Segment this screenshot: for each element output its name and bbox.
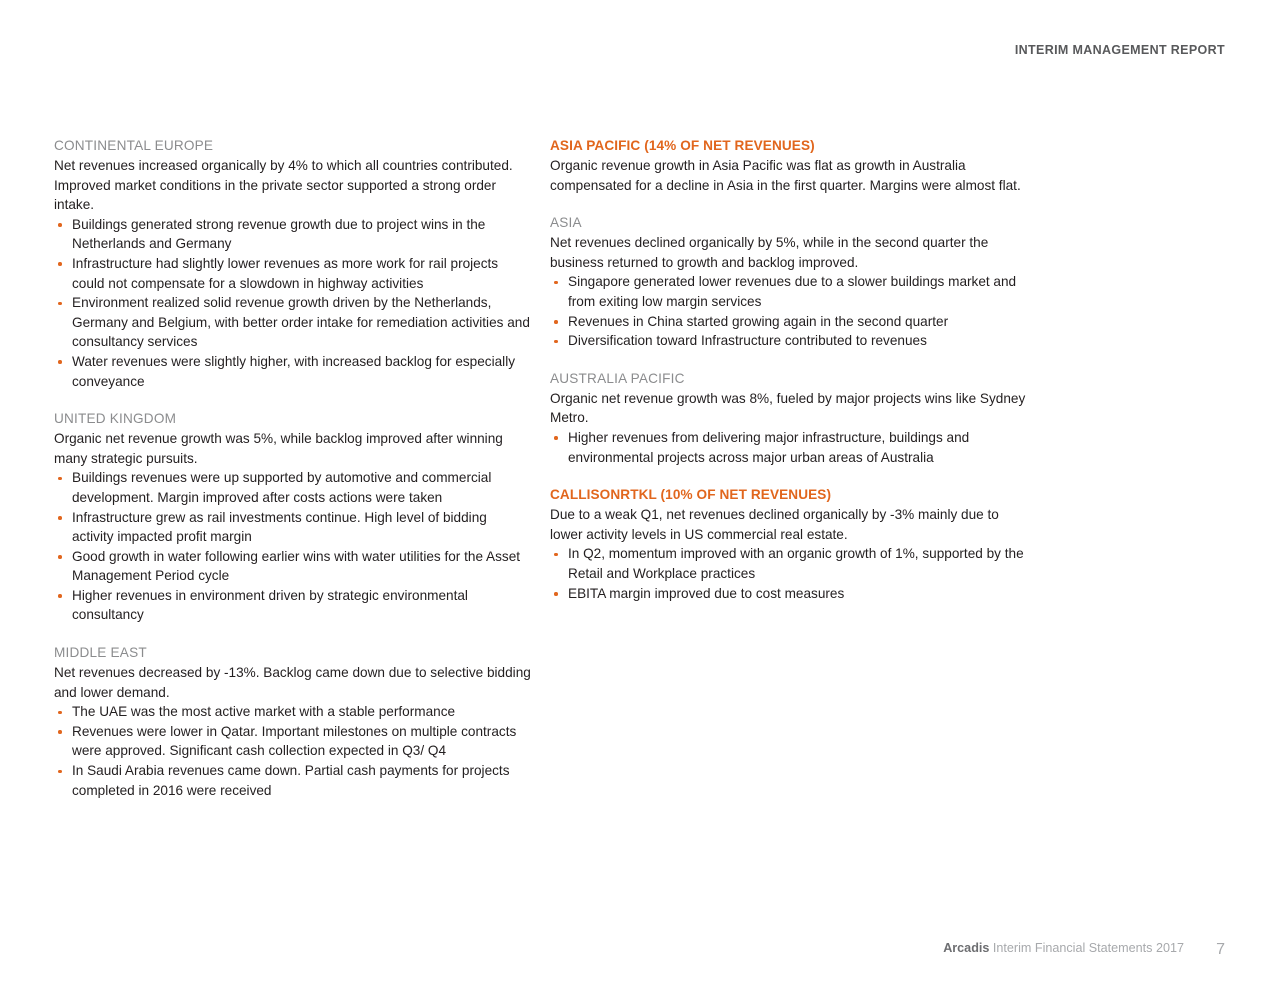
section-paragraph: Due to a weak Q1, net revenues declined organically by -3% mainly due to lower activity levels in US commercial real estate. xyxy=(550,507,999,542)
bullet-list xyxy=(54,215,532,391)
bullet-item: EBITA margin improved due to cost measures xyxy=(550,584,1028,604)
bullet-list xyxy=(550,272,1028,350)
bullet-item: In Saudi Arabia revenues came down. Partial cash payments for projects completed in 2016 were received xyxy=(54,761,532,800)
bullet-list xyxy=(550,544,1028,603)
running-header-title: INTERIM MANAGEMENT REPORT xyxy=(1014,43,1225,57)
footer-document-label xyxy=(943,941,1184,955)
section-heading: ASIA PACIFIC (14% OF NET REVENUES) xyxy=(550,138,815,153)
section-paragraph: Organic net revenue growth was 5%, while backlog improved after winning many strategic pursuits. xyxy=(54,431,503,466)
section-heading: AUSTRALIA PACIFIC xyxy=(550,370,685,386)
section-heading: CONTINENTAL EUROPE xyxy=(54,138,214,153)
section-paragraph: Organic net revenue growth was 8%, fueled by major projects wins like Sydney Metro. xyxy=(550,390,1026,426)
content-block xyxy=(54,136,532,391)
content-block xyxy=(550,485,1028,603)
bullet-item: Revenues in China started growing again in the second quarter xyxy=(550,312,1028,332)
bullet-item: Infrastructure had slightly lower revenues as more work for rail projects could not compensate for a slowdown in highway activities xyxy=(54,254,532,293)
section-paragraph: Organic revenue growth in Asia Pacific was flat as growth in Australia compensated for a decline in Asia in the first quarter. Margins were almost flat. xyxy=(550,158,1021,193)
left-column xyxy=(54,136,532,800)
content-block xyxy=(550,213,1028,351)
section-paragraph: Net revenues decreased by -13%. Backlog came down due to selective bidding and lower demand. xyxy=(54,665,531,700)
content-block xyxy=(54,643,532,800)
bullet-item: Revenues were lower in Qatar. Important milestones on multiple contracts were approved. Significant cash collection expected in Q3/ Q4 xyxy=(54,722,532,761)
section-paragraph: Net revenues increased organically by 4% to which all countries contributed. Improved market conditions in the private sector supported a strong order intake. xyxy=(54,158,513,213)
bullet-list xyxy=(54,702,532,800)
bullet-item: Buildings revenues were up supported by automotive and commercial development. Margin improved after costs actions were taken xyxy=(54,468,532,507)
bullet-item: Singapore generated lower revenues due to a slower buildings market and from exiting low margin services xyxy=(550,272,1028,311)
bullet-item: In Q2, momentum improved with an organic growth of 1%, supported by the Retail and Workplace practices xyxy=(550,544,1028,583)
section-paragraph: Net revenues declined organically by 5%, while in the second quarter the business returned to growth and backlog improved. xyxy=(550,235,989,270)
content-block xyxy=(54,409,532,625)
section-heading: UNITED KINGDOM xyxy=(54,411,177,427)
bullet-item: The UAE was the most active market with a stable performance xyxy=(54,702,532,722)
bullet-item: Water revenues were slightly higher, with increased backlog for especially conveyance xyxy=(54,352,532,391)
bullet-item: Higher revenues from delivering major infrastructure, buildings and environmental projects across major urban areas of Australia xyxy=(550,428,1028,467)
page-footer xyxy=(0,933,1280,958)
bullet-item: Infrastructure grew as rail investments continue. High level of bidding activity impacted profit margin xyxy=(54,508,532,547)
content-block xyxy=(550,136,1028,195)
footer-title: Interim Financial Statements 2017 xyxy=(992,941,1184,955)
section-heading: ASIA xyxy=(550,215,582,231)
bullet-list xyxy=(54,468,532,625)
bullet-item: Buildings generated strong revenue growth due to project wins in the Netherlands and Germany xyxy=(54,215,532,254)
bullet-item: Diversification toward Infrastructure contributed to revenues xyxy=(550,331,1028,351)
bullet-item: Higher revenues in environment driven by strategic environmental consultancy xyxy=(54,586,532,625)
footer-page-number: 7 xyxy=(1216,941,1225,958)
footer-brand: Arcadis xyxy=(943,941,990,955)
bullet-item: Environment realized solid revenue growth driven by the Netherlands, Germany and Belgium, with better order intake for remediation activities and consultancy services xyxy=(54,293,532,352)
bullet-list xyxy=(550,428,1028,467)
section-heading: MIDDLE EAST xyxy=(54,645,147,661)
right-column xyxy=(550,136,1028,603)
section-heading: CALLISONRTKL (10% OF NET REVENUES) xyxy=(550,487,832,503)
content-block xyxy=(550,369,1028,467)
bullet-item: Good growth in water following earlier wins with water utilities for the Asset Management Period cycle xyxy=(54,547,532,586)
two-column-body xyxy=(54,136,1229,800)
